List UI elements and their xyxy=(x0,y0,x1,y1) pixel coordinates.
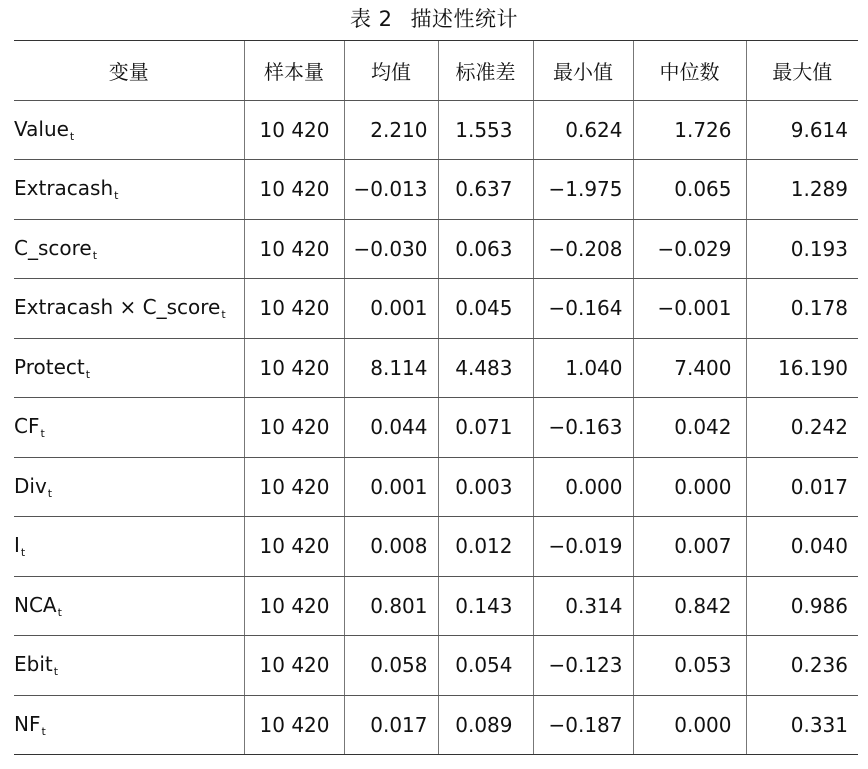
cell-max: 16.190 xyxy=(746,338,858,398)
cell-std-dev: 0.003 xyxy=(438,457,533,517)
cell-std-dev: 0.143 xyxy=(438,576,533,636)
cell-variable xyxy=(14,279,244,339)
cell-min: −0.208 xyxy=(533,219,633,279)
cell-variable xyxy=(14,636,244,696)
variable-name: CF xyxy=(14,414,40,439)
cell-sample-size: 10 420 xyxy=(244,219,344,279)
cell-variable xyxy=(14,398,244,458)
cell-mean: 0.017 xyxy=(344,695,438,755)
cell-std-dev: 0.054 xyxy=(438,636,533,696)
cell-min: 0.624 xyxy=(533,100,633,160)
cell-std-dev: 0.071 xyxy=(438,398,533,458)
cell-median: 0.000 xyxy=(633,695,746,755)
table-row xyxy=(14,695,858,755)
table-row xyxy=(14,160,858,220)
cell-median: 0.065 xyxy=(633,160,746,220)
cell-std-dev: 0.089 xyxy=(438,695,533,755)
header-variable: 变量 xyxy=(14,41,244,101)
cell-std-dev: 0.063 xyxy=(438,219,533,279)
cell-sample-size: 10 420 xyxy=(244,636,344,696)
variable-subscript: t xyxy=(20,546,26,560)
variable-name: Extracash × C_score xyxy=(14,295,221,320)
cell-min: −0.163 xyxy=(533,398,633,458)
variable-name: I xyxy=(14,533,20,558)
variable-subscript: t xyxy=(69,129,75,143)
cell-min: 0.000 xyxy=(533,457,633,517)
variable-subscript: t xyxy=(92,248,98,262)
table-number: 表 2 xyxy=(349,7,393,31)
variable-subscript: t xyxy=(57,605,62,619)
variable-name: Value xyxy=(14,116,69,141)
header-median: 中位数 xyxy=(633,41,746,101)
cell-std-dev: 4.483 xyxy=(438,338,533,398)
table-row xyxy=(14,338,858,398)
cell-sample-size: 10 420 xyxy=(244,100,344,160)
cell-median: 0.007 xyxy=(633,517,746,577)
cell-min: −1.975 xyxy=(533,160,633,220)
header-std-dev: 标准差 xyxy=(438,41,533,101)
cell-variable xyxy=(14,160,244,220)
cell-max: 0.331 xyxy=(746,695,858,755)
cell-mean: 0.008 xyxy=(344,517,438,577)
cell-sample-size: 10 420 xyxy=(244,695,344,755)
table-row xyxy=(14,517,858,577)
cell-min: −0.164 xyxy=(533,279,633,339)
cell-min: 1.040 xyxy=(533,338,633,398)
cell-mean: 0.001 xyxy=(344,279,438,339)
variable-name: Protect xyxy=(14,354,85,379)
cell-mean: 0.001 xyxy=(344,457,438,517)
cell-max: 0.236 xyxy=(746,636,858,696)
variable-name: NCA xyxy=(14,592,57,617)
header-mean: 均值 xyxy=(344,41,438,101)
table-title: 描述性统计 xyxy=(410,7,519,31)
variable-subscript: t xyxy=(114,189,119,203)
cell-max: 0.986 xyxy=(746,576,858,636)
cell-mean: −0.013 xyxy=(344,160,438,220)
cell-median: 0.053 xyxy=(633,636,746,696)
cell-sample-size: 10 420 xyxy=(244,338,344,398)
cell-mean: −0.030 xyxy=(344,219,438,279)
variable-subscript: t xyxy=(41,724,46,738)
header-sample-size: 样本量 xyxy=(244,41,344,101)
cell-max: 0.242 xyxy=(746,398,858,458)
cell-max: 0.193 xyxy=(746,219,858,279)
cell-median: 1.726 xyxy=(633,100,746,160)
cell-median: −0.001 xyxy=(633,279,746,339)
cell-variable xyxy=(14,338,244,398)
cell-min: 0.314 xyxy=(533,576,633,636)
cell-median: 7.400 xyxy=(633,338,746,398)
table-row xyxy=(14,398,858,458)
cell-min: −0.123 xyxy=(533,636,633,696)
cell-median: 0.000 xyxy=(633,457,746,517)
cell-std-dev: 1.553 xyxy=(438,100,533,160)
cell-variable xyxy=(14,219,244,279)
cell-std-dev: 0.045 xyxy=(438,279,533,339)
cell-max: 0.017 xyxy=(746,457,858,517)
variable-name: Extracash xyxy=(14,176,114,201)
descriptive-statistics-table xyxy=(14,40,858,755)
cell-sample-size: 10 420 xyxy=(244,576,344,636)
table-row xyxy=(14,576,858,636)
cell-median: 0.842 xyxy=(633,576,746,636)
cell-mean: 8.114 xyxy=(344,338,438,398)
table-row xyxy=(14,100,858,160)
cell-sample-size: 10 420 xyxy=(244,517,344,577)
cell-variable xyxy=(14,100,244,160)
table-row xyxy=(14,636,858,696)
table-row xyxy=(14,279,858,339)
header-row xyxy=(14,41,858,101)
cell-mean: 0.058 xyxy=(344,636,438,696)
cell-mean: 0.801 xyxy=(344,576,438,636)
variable-name: Ebit xyxy=(14,652,53,677)
cell-min: −0.019 xyxy=(533,517,633,577)
table-body xyxy=(14,100,858,755)
variable-name: C_score xyxy=(14,235,92,260)
variable-subscript: t xyxy=(40,427,45,441)
cell-std-dev: 0.637 xyxy=(438,160,533,220)
cell-sample-size: 10 420 xyxy=(244,160,344,220)
table-row xyxy=(14,219,858,279)
cell-std-dev: 0.012 xyxy=(438,517,533,577)
variable-name: NF xyxy=(14,711,41,736)
cell-variable xyxy=(14,457,244,517)
cell-sample-size: 10 420 xyxy=(244,398,344,458)
variable-subscript: t xyxy=(85,367,91,381)
variable-subscript: t xyxy=(47,486,53,500)
variable-subscript: t xyxy=(53,665,59,679)
table-row xyxy=(14,457,858,517)
cell-max: 0.178 xyxy=(746,279,858,339)
header-max: 最大值 xyxy=(746,41,858,101)
table-caption xyxy=(0,4,868,34)
cell-mean: 2.210 xyxy=(344,100,438,160)
variable-name: Div xyxy=(14,473,47,498)
cell-sample-size: 10 420 xyxy=(244,457,344,517)
header-min: 最小值 xyxy=(533,41,633,101)
cell-min: −0.187 xyxy=(533,695,633,755)
cell-sample-size: 10 420 xyxy=(244,279,344,339)
cell-max: 9.614 xyxy=(746,100,858,160)
cell-mean: 0.044 xyxy=(344,398,438,458)
variable-subscript: t xyxy=(221,308,226,322)
cell-variable xyxy=(14,576,244,636)
cell-median: 0.042 xyxy=(633,398,746,458)
cell-median: −0.029 xyxy=(633,219,746,279)
cell-variable xyxy=(14,695,244,755)
cell-max: 0.040 xyxy=(746,517,858,577)
cell-max: 1.289 xyxy=(746,160,858,220)
cell-variable xyxy=(14,517,244,577)
